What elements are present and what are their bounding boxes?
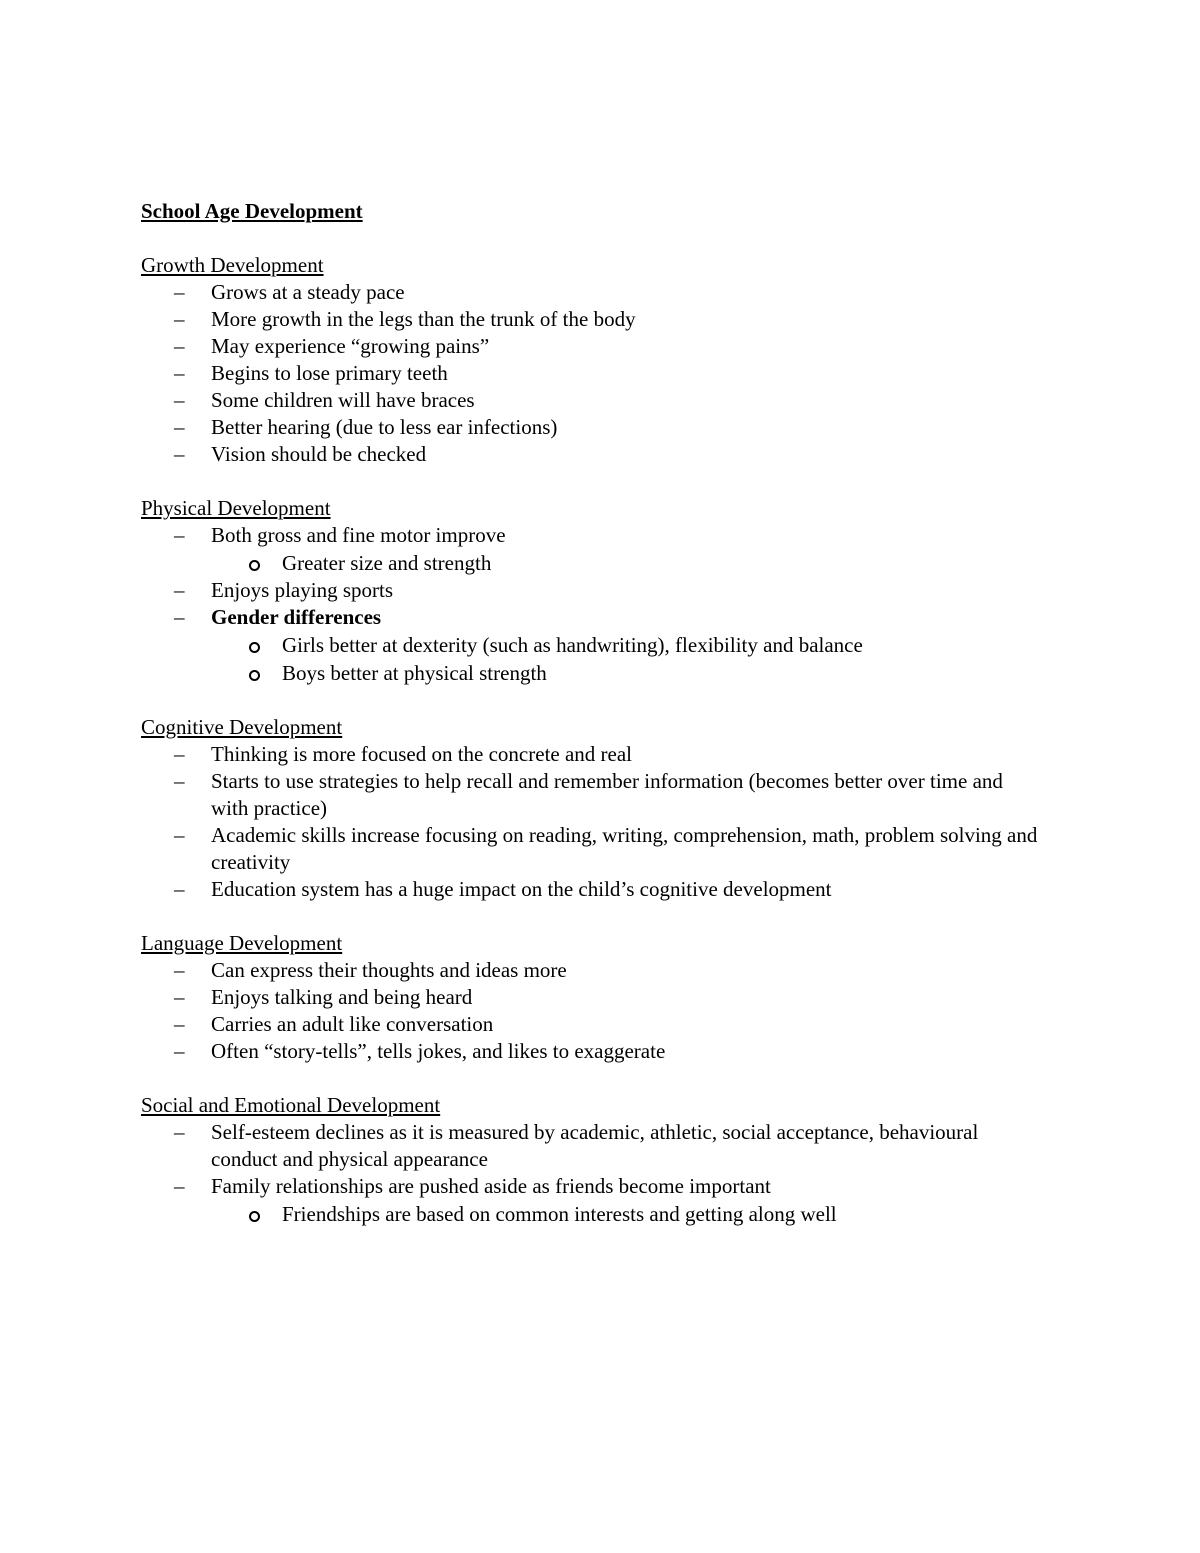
section: [141, 252, 1041, 468]
list-item: [141, 768, 1041, 822]
dash-bullet-icon: –: [174, 1174, 185, 1198]
bullet-list: [141, 522, 1041, 687]
list-item-text: Thinking is more focused on the concrete and real: [211, 742, 633, 766]
list-item: [141, 577, 1041, 604]
sub-list-item-text: Greater size and strength: [282, 551, 492, 575]
list-item-text: Education system has a huge impact on the child’s cognitive development: [211, 877, 832, 901]
list-item-text: Gender differences: [211, 605, 382, 629]
dash-bullet-icon: –: [174, 334, 185, 358]
dash-bullet-icon: –: [174, 442, 185, 466]
bullet-list: [141, 279, 1041, 468]
sub-bullet-list: [211, 632, 1041, 687]
list-item: [141, 741, 1041, 768]
list-item: [141, 333, 1041, 360]
list-item: [141, 522, 1041, 577]
circle-bullet-icon: [249, 670, 260, 681]
list-item-text: Academic skills increase focusing on reading, writing, comprehension, math, problem solving and creativity: [211, 823, 1038, 874]
section-heading: Social and Emotional Development: [141, 1093, 441, 1117]
list-item-text: May experience “growing pains”: [211, 334, 490, 358]
sub-list-item: [211, 1201, 1041, 1228]
list-item-text: Often “story-tells”, tells jokes, and likes to exaggerate: [211, 1039, 666, 1063]
section: [141, 930, 1041, 1065]
list-item-text: Self-esteem declines as it is measured by academic, athletic, social acceptance, behavioural conduct and physical appearance: [211, 1120, 979, 1171]
list-item: [141, 306, 1041, 333]
dash-bullet-icon: –: [174, 823, 185, 847]
list-item-text: Some children will have braces: [211, 388, 475, 412]
list-item-text: Grows at a steady pace: [211, 280, 405, 304]
list-item-text: Enjoys playing sports: [211, 578, 393, 602]
dash-bullet-icon: –: [174, 415, 185, 439]
dash-bullet-icon: –: [174, 1012, 185, 1036]
dash-bullet-icon: –: [174, 307, 185, 331]
dash-bullet-icon: –: [174, 958, 185, 982]
section-heading: Growth Development: [141, 253, 324, 277]
section: [141, 495, 1041, 687]
list-item: [141, 387, 1041, 414]
dash-bullet-icon: –: [174, 361, 185, 385]
document-title: School Age Development: [141, 199, 363, 223]
list-item: [141, 984, 1041, 1011]
section-heading: Physical Development: [141, 496, 331, 520]
dash-bullet-icon: –: [174, 769, 185, 793]
sub-list-item-text: Boys better at physical strength: [282, 661, 547, 685]
list-item: [141, 414, 1041, 441]
list-item: [141, 604, 1041, 687]
list-item: [141, 876, 1041, 903]
list-item-text: Both gross and fine motor improve: [211, 523, 506, 547]
sections-container: [141, 252, 1041, 1228]
list-item: [141, 1011, 1041, 1038]
list-item-text: Can express their thoughts and ideas more: [211, 958, 567, 982]
list-item: [141, 822, 1041, 876]
list-item: [141, 1038, 1041, 1065]
list-item-text: Starts to use strategies to help recall and remember information (becomes better over time and with practice): [211, 769, 1003, 820]
bullet-list: [141, 741, 1041, 903]
list-item: [141, 360, 1041, 387]
dash-bullet-icon: –: [174, 877, 185, 901]
list-item: [141, 279, 1041, 306]
list-item-text: Begins to lose primary teeth: [211, 361, 448, 385]
sub-list-item: [211, 632, 1041, 659]
sub-list-item-text: Girls better at dexterity (such as handwriting), flexibility and balance: [282, 633, 863, 657]
dash-bullet-icon: –: [174, 1039, 185, 1063]
sub-list-item: [211, 550, 1041, 577]
list-item: [141, 1173, 1041, 1228]
dash-bullet-icon: –: [174, 605, 185, 629]
document-page: [141, 198, 1041, 1255]
circle-bullet-icon: [249, 560, 260, 571]
list-item-text: Carries an adult like conversation: [211, 1012, 494, 1036]
list-item: [141, 1119, 1041, 1173]
dash-bullet-icon: –: [174, 742, 185, 766]
section-heading: Cognitive Development: [141, 715, 343, 739]
dash-bullet-icon: –: [174, 578, 185, 602]
dash-bullet-icon: –: [174, 280, 185, 304]
section-heading: Language Development: [141, 931, 343, 955]
list-item-text: More growth in the legs than the trunk of the body: [211, 307, 636, 331]
list-item: [141, 441, 1041, 468]
list-item: [141, 957, 1041, 984]
circle-bullet-icon: [249, 1211, 260, 1222]
section: [141, 1092, 1041, 1228]
dash-bullet-icon: –: [174, 523, 185, 547]
list-item-text: Family relationships are pushed aside as friends become important: [211, 1174, 771, 1198]
section: [141, 714, 1041, 903]
list-item-text: Vision should be checked: [211, 442, 427, 466]
sub-bullet-list: [211, 1201, 1041, 1228]
bullet-list: [141, 1119, 1041, 1228]
dash-bullet-icon: –: [174, 1120, 185, 1144]
sub-list-item-text: Friendships are based on common interests and getting along well: [282, 1202, 837, 1226]
list-item-text: Better hearing (due to less ear infections): [211, 415, 558, 439]
dash-bullet-icon: –: [174, 388, 185, 412]
list-item-text: Enjoys talking and being heard: [211, 985, 473, 1009]
bullet-list: [141, 957, 1041, 1065]
sub-bullet-list: [211, 550, 1041, 577]
circle-bullet-icon: [249, 642, 260, 653]
dash-bullet-icon: –: [174, 985, 185, 1009]
sub-list-item: [211, 660, 1041, 687]
